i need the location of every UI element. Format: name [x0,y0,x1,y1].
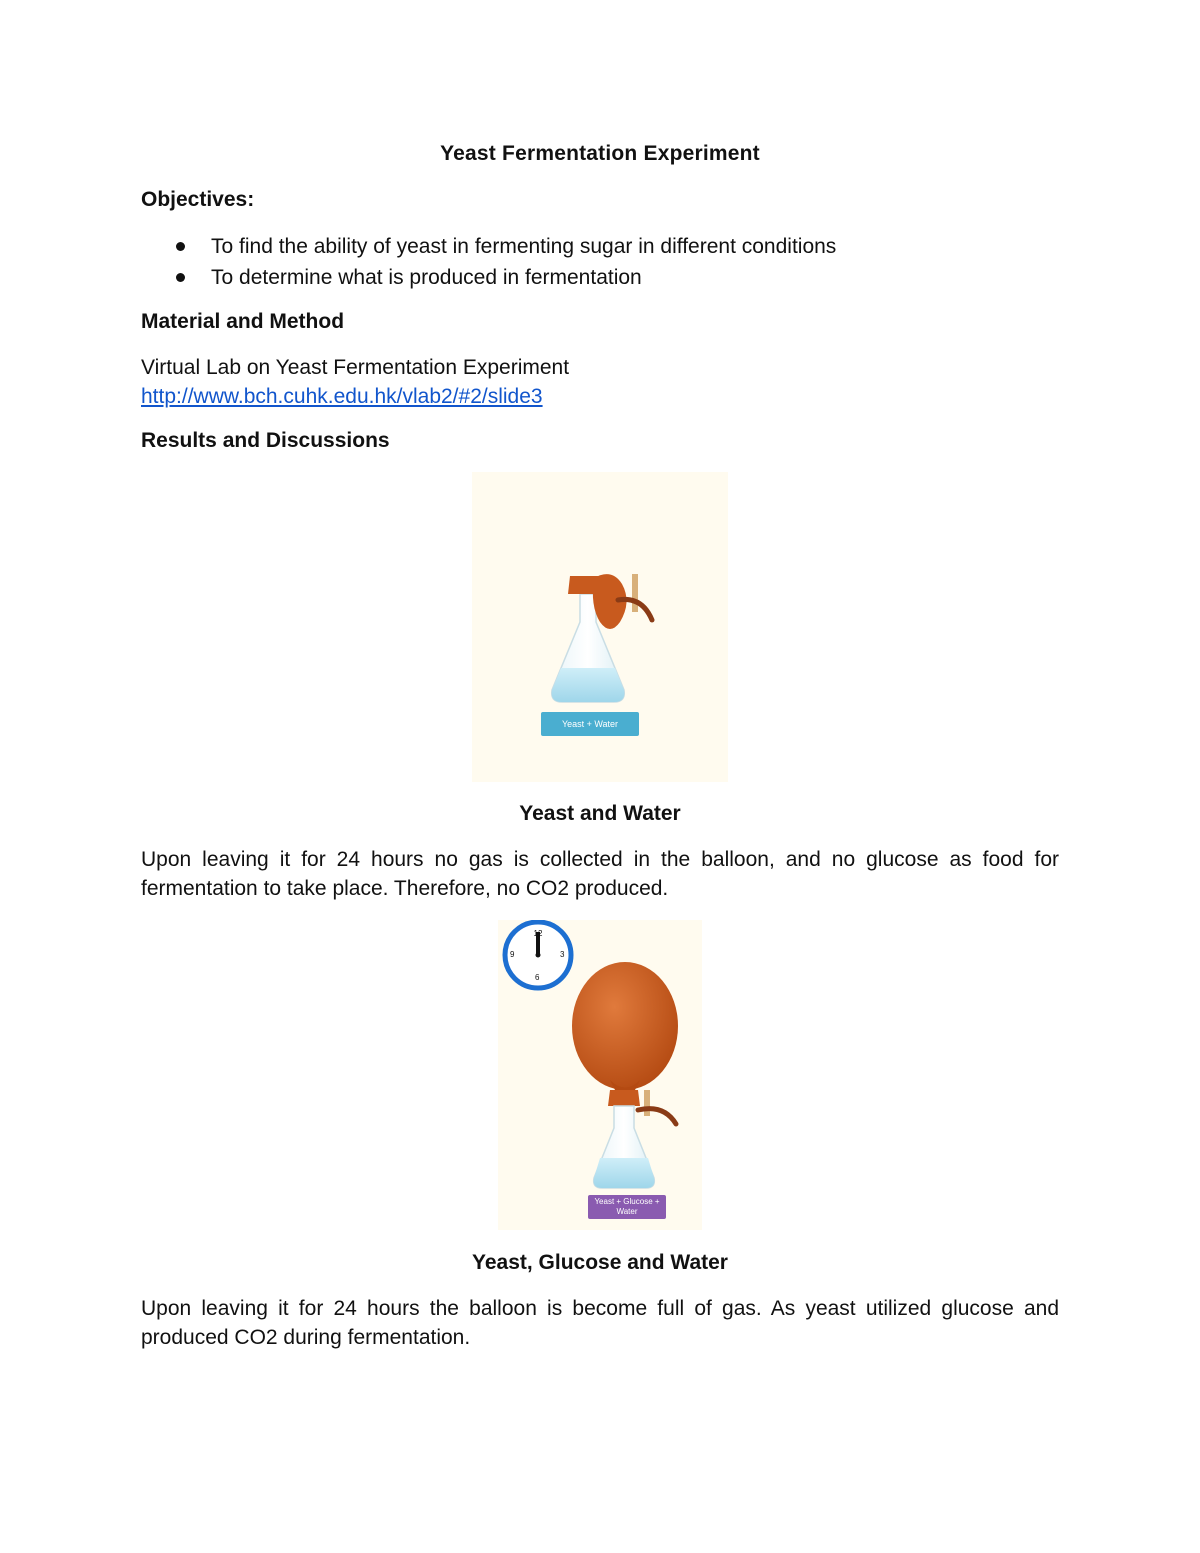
figure2-paragraph: Upon leaving it for 24 hours the balloon is become full of gas. As yeast utilized glucose and produced CO2 during fermentation. [141,1297,1059,1349]
flask-label-1: Yeast + Water [561,719,619,729]
figure-yeast-water [472,472,728,782]
method-heading: Material and Method [141,310,345,333]
figure1-caption: Yeast and Water [519,802,681,825]
clock-number-3: 3 [560,950,565,959]
figure1-paragraph: Upon leaving it for 24 hours no gas is collected in the balloon, and no glucose as food for fermentation to take place. Therefore, no CO2 produced. [141,848,1059,900]
method-text: Virtual Lab on Yeast Fermentation Experiment [141,356,570,379]
figure-yeast-glucose-water [498,920,702,1230]
flask-label-2: Yeast + Glucose + Water [594,1197,660,1216]
flask-illustration-2 [498,920,702,1230]
clock-number-6: 6 [535,973,540,982]
list-item: To find the ability of yeast in fermenting sugar in different conditions [141,232,836,263]
document-title: Yeast Fermentation Experiment [440,142,760,165]
clock-number-9: 9 [510,950,515,959]
clock-number-12: 12 [533,929,543,938]
figure2-caption: Yeast, Glucose and Water [472,1251,728,1274]
vlab-link[interactable]: http://www.bch.cuhk.edu.hk/vlab2/#2/slide3 [141,385,543,408]
objectives-list [141,232,836,294]
bullet-icon [176,273,185,282]
flask-illustration-1 [472,472,728,782]
bullet-icon [176,242,185,251]
objectives-heading: Objectives: [141,188,255,211]
results-heading: Results and Discussions [141,429,390,452]
list-item: To determine what is produced in fermentation [141,263,836,294]
